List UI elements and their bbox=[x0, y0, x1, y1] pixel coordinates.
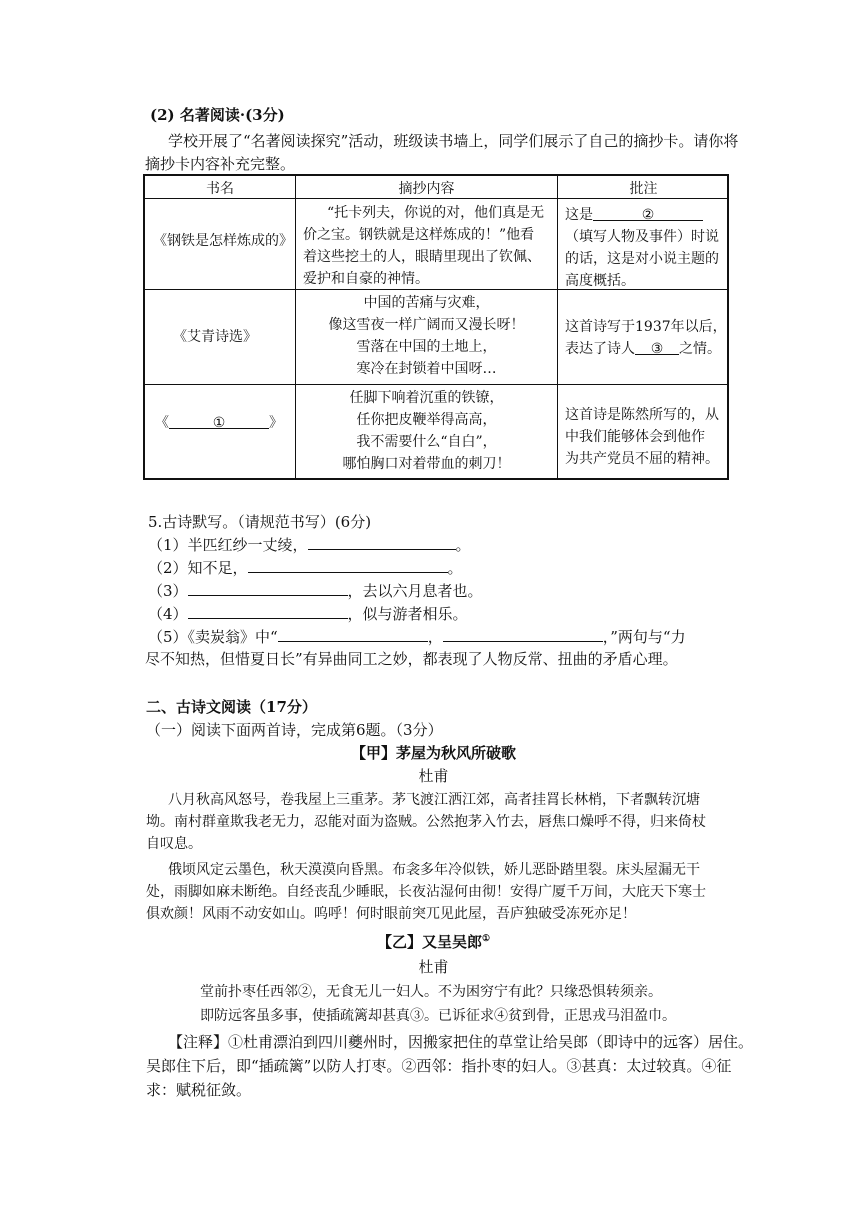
row2-note: 这首诗写于1937年以后， 表达了诗人 ③ 之情。 bbox=[565, 319, 727, 357]
famous-books-intro-line1: 学校开展了“名著阅读探究”活动，班级读书墙上，同学们展示了自己的摘抄卡。请你将 bbox=[168, 132, 739, 150]
q5-blank4[interactable] bbox=[188, 602, 348, 619]
poem-a-line4: 俄顷风定云墨色，秋天漠漠向昏黑。布衾多年冷似铁，娇儿恶卧踏里裂。床头屋漏无干 bbox=[168, 862, 700, 878]
section2-heading: 二、古诗文阅读（17分） bbox=[146, 698, 317, 716]
blank-1[interactable]: ① bbox=[169, 412, 269, 429]
row1-book: 《钢铁是怎样炼成的》 bbox=[153, 233, 293, 249]
q5-heading: 5.古诗默写。（请规范书写）(6分) bbox=[148, 513, 372, 531]
poem-b-line2: 即防远客虽多事，使插疏篱却甚真③。已诉征求④贫到骨，正思戎马泪盈巾。 bbox=[200, 1008, 676, 1024]
q5-blank5b[interactable] bbox=[443, 625, 603, 642]
header-note: 批注 bbox=[629, 181, 658, 197]
poem-a-line2: 坳。南村群童欺我老无力，忍能对面为盗贼。公然抱茅入竹去，唇焦口燥呼不得，归来倚杖 bbox=[146, 814, 706, 830]
q5-item1: （1）半匹红纱一丈绫， 。 bbox=[148, 533, 471, 555]
poem-a-line3: 自叹息。 bbox=[146, 836, 202, 852]
poem-a-line6: 俱欢颜！风雨不动安如山。呜呼！何时眼前突兀见此屋，吾庐独破受冻死亦足！ bbox=[146, 906, 636, 922]
poem-b-author: 杜甫 bbox=[418, 958, 449, 976]
q5-blank3[interactable] bbox=[188, 579, 348, 596]
q5-blank5a[interactable] bbox=[278, 625, 428, 642]
blank-2[interactable]: ② bbox=[593, 204, 703, 221]
poem-a-title: 【甲】茅屋为秋风所破歌 bbox=[350, 744, 516, 762]
poem-a-line5: 处，雨脚如麻未断绝。自经丧乱少睡眠，长夜沾湿何由彻！安得广厦千万间，大庇天下寒士 bbox=[146, 884, 706, 900]
row2-book: 《艾青诗选》 bbox=[173, 329, 257, 345]
q5-item4: （4） ，似与游者相乐。 bbox=[148, 602, 468, 624]
poem-b-line1: 堂前扑枣任西邻②，无食无儿一妇人。不为困穷宁有此？只缘恐惧转须亲。 bbox=[200, 984, 662, 1000]
famous-books-intro-line2: 摘抄卡内容补充完整。 bbox=[145, 155, 296, 173]
row1-note: 这是 ② （填写人物及事件）时说 的话，这是对小说主题的 高度概括。 bbox=[565, 204, 719, 292]
blank-3[interactable]: ③ bbox=[635, 338, 679, 355]
row3-book: 《 ① 》 bbox=[155, 412, 283, 434]
poem-a-author: 杜甫 bbox=[418, 767, 449, 785]
row2-excerpt: 中国的苦痛与灾难， 像这雪夜一样广阔而又漫长呀！ 雪落在中国的土地上， 寒冷在封锁着中国呀… bbox=[328, 295, 525, 377]
notes-line2: 吴郎住下后，即“插疏篱”以防人打枣。②西邻：指扑枣的妇人。③甚真：太过较真。④征 bbox=[146, 1057, 732, 1075]
header-book: 书名 bbox=[206, 181, 234, 197]
q5-item2: （2）知不足， 。 bbox=[148, 556, 463, 578]
poem-b-title: 【乙】又呈吴郎① bbox=[376, 933, 491, 951]
q5-item5-line2: 尽不知热，但惜夏日长”有异曲同工之妙，都表现了人物反常、扭曲的矛盾心理。 bbox=[145, 650, 678, 668]
q5-item3: （3） ，去以六月息者也。 bbox=[148, 579, 483, 601]
poem-a-line1: 八月秋高风怒号，卷我屋上三重茅。茅飞渡江洒江郊，高者挂罥长林梢，下者飘转沉塘 bbox=[168, 792, 700, 808]
row3-excerpt: 任脚下响着沉重的铁镣， 任你把皮鞭举得高高， 我不需要什么“自白”， 哪怕胸口对着带血的刺刀！ bbox=[342, 390, 511, 472]
famous-books-heading: (2) 名著阅读·(3分) bbox=[150, 106, 285, 124]
notes-line3: 求：赋税征敛。 bbox=[146, 1081, 252, 1099]
section2-sub1: （一）阅读下面两首诗，完成第6题。（3分） bbox=[146, 721, 443, 739]
q5-item5: （5）《卖炭翁》中“ ， ，”两句与“力 bbox=[148, 625, 686, 647]
notes-line1: 【注释】①杜甫漂泊到四川夔州时，因搬家把住的草堂让给吴郎（即诗中的远客）居住。 bbox=[168, 1033, 754, 1051]
q5-blank2[interactable] bbox=[248, 556, 448, 573]
header-excerpt: 摘抄内容 bbox=[398, 181, 455, 197]
row1-excerpt: “托卡列夫，你说的对，他们真是无 价之宝。钢铁就是这样炼成的！”他看 着这些挖土的人，眼睛里现出了钦佩、 爱护和自豪的神情。 bbox=[303, 205, 545, 287]
q5-blank1[interactable] bbox=[308, 533, 456, 550]
excerpt-card-table bbox=[143, 174, 729, 480]
row3-note: 这首诗是陈然所写的，从 中我们能够体会到他作 为共产党员不屈的精神。 bbox=[565, 407, 719, 467]
